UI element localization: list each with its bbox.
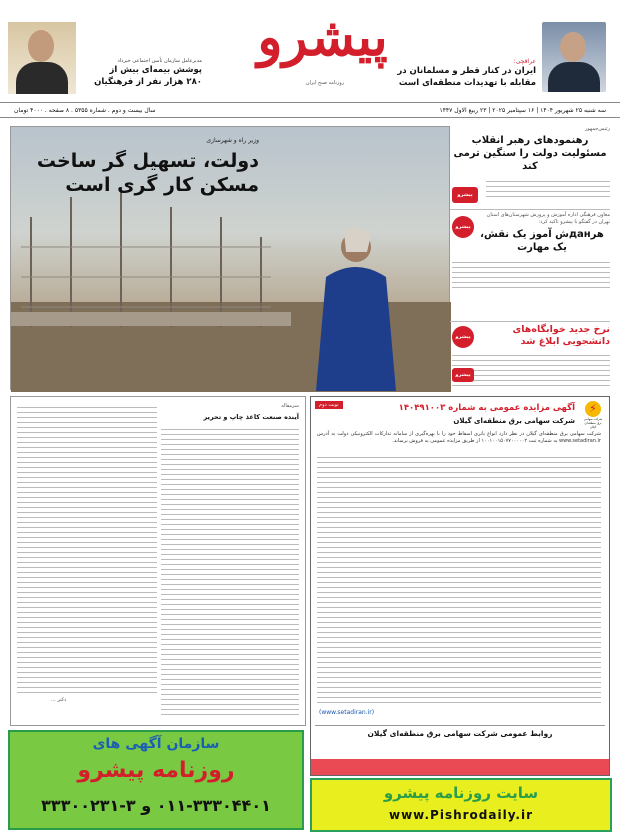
- ad-body-lines: [317, 453, 601, 703]
- editorial-article[interactable]: [10, 396, 306, 726]
- sidebar-badge-3: پیشرو: [452, 326, 474, 348]
- ad-body: شرکت سهامی برق منطقه‌ای گیلان در نظر دارد انواع باتری اسقاط خود را با بهره‌گیری از سامانه تدارکات الکترونیکی دولت به آدرس www.setadiran.ir به شماره ثبت ۱۰۰۱۰۰۱۵۰۷۷۰۰۰۰۰۲ از طریق مزایده عمومی به فروش برساند.: [317, 431, 601, 444]
- ad-org-logo: ⚡ شرکت سهامی برق منطقه‌ای گیلان: [581, 401, 605, 429]
- lead-photo[interactable]: [10, 126, 450, 390]
- lead-title-line-1: دولت، تسهیل گر ساخت: [36, 150, 259, 172]
- ad-org-mini: شرکت سهامی برق منطقه‌ای گیلان: [583, 417, 603, 429]
- tender-ad[interactable]: [310, 396, 610, 776]
- promo-left-phone: ۰۱۱-۳۳۳۰۴۴۰۱ و ۳-۳۳۳۰۰۲۳۱: [41, 796, 271, 815]
- left-story-title: پوشش بیمه‌ای بیش از: [109, 65, 202, 75]
- article-title: آینده صنعت کاغذ چاپ و تحریر: [203, 413, 299, 421]
- ad-title: آگهی مزایده عمومی به شماره ۱۴۰۴۹۱۰۰۳: [398, 403, 575, 413]
- sidebar-item-1[interactable]: [450, 126, 610, 210]
- left-story-kicker: مدیرعامل سازمان تأمین اجتماعی خبرداد: [117, 58, 202, 64]
- portrait-right: [542, 22, 606, 92]
- sidebar-item-3-title: نرخ جدید خوابگاه‌های دانشجویی ابلاغ شد: [512, 324, 610, 347]
- masthead: [0, 0, 620, 103]
- promo-ad-org[interactable]: [8, 730, 304, 830]
- sidebar: [450, 126, 610, 390]
- sidebar-item-1-kicker: رئیس‌جمهور: [585, 126, 610, 132]
- ad-footer: روابط عمومی شرکت سهامی برق منطقه‌ای گیلان: [367, 729, 553, 738]
- right-story-title-2: مقابله با تهدیدات منطقه‌ای است: [398, 78, 536, 88]
- left-story[interactable]: [82, 58, 202, 88]
- ad-bottom-strip: [311, 759, 609, 775]
- sidebar-item-1-title: رهنمودهای رهبر انقلاب مسئولیت دولت را سنگین ترمی کند: [453, 135, 607, 172]
- promo-right-line-1: سایت روزنامه پیشرو: [383, 784, 539, 802]
- promo-left-line-2: روزنامه پیشرو: [77, 758, 235, 783]
- sidebar-item-3[interactable]: [450, 324, 610, 390]
- lead-title-line-2: مسکن کار گری است: [65, 174, 259, 196]
- lead-kicker: وزیر راه و شهرسازی: [206, 137, 259, 144]
- date-bar: [0, 104, 620, 118]
- article-col-left: [17, 403, 157, 693]
- sidebar-badge: پیشرو: [452, 187, 478, 203]
- logo-subtitle: روزنامه صبح ایران: [305, 80, 345, 86]
- promo-right-url[interactable]: www.Pishrodaily.ir: [388, 808, 534, 822]
- sidebar-badge-4: پیشرو: [452, 368, 474, 382]
- ad-website[interactable]: (www.setadiran.ir): [319, 709, 375, 716]
- article-kicker: سرمقاله: [281, 403, 299, 409]
- sidebar-badge-2: پیشرو: [452, 216, 474, 238]
- issue-line: سال بیست و دوم . شماره ۵۳۵۵ . ۸ صفحه . ۴۰۰۰ تومان: [14, 107, 156, 114]
- article-byline: دکتر ...: [51, 697, 67, 703]
- promo-website[interactable]: [310, 778, 612, 832]
- sidebar-item-2[interactable]: [450, 212, 610, 322]
- right-story-title: ایران در کنار قطر و مسلمانان در: [397, 66, 536, 76]
- date-line: سه شنبه ۲۵ شهریور ۱۴۰۴ | ۱۶ سپتامبر ۲۰۲۵ | ۲۳ ربیع الاول ۱۴۴۷: [439, 107, 606, 114]
- portrait-left: [8, 22, 76, 94]
- left-story-title-2: ۲۸۰ هزار نفر از فرهنگیان: [94, 77, 202, 87]
- ad-org: شرکت سهامی برق منطقه‌ای گیلان: [453, 417, 575, 425]
- article-col-right: [161, 425, 299, 715]
- newspaper-logo: پیشرو: [257, 7, 388, 68]
- lead-title: [37, 149, 259, 197]
- right-story[interactable]: [397, 58, 536, 89]
- ad-tag: نوبت دوم: [315, 401, 343, 409]
- promo-left-line-1: سازمان آگهی های: [92, 736, 220, 752]
- sidebar-item-2-kicker: معاون فرهنگی اداره آموزش و پرورش شهرستان‌های استان تهران در گفتگو با پیشرو تاکید کرد:: [486, 212, 610, 225]
- right-story-kicker: عراقچی:: [513, 58, 536, 65]
- sidebar-item-2-title: هرданش آموز یک نقش، یک مهارت: [480, 229, 604, 253]
